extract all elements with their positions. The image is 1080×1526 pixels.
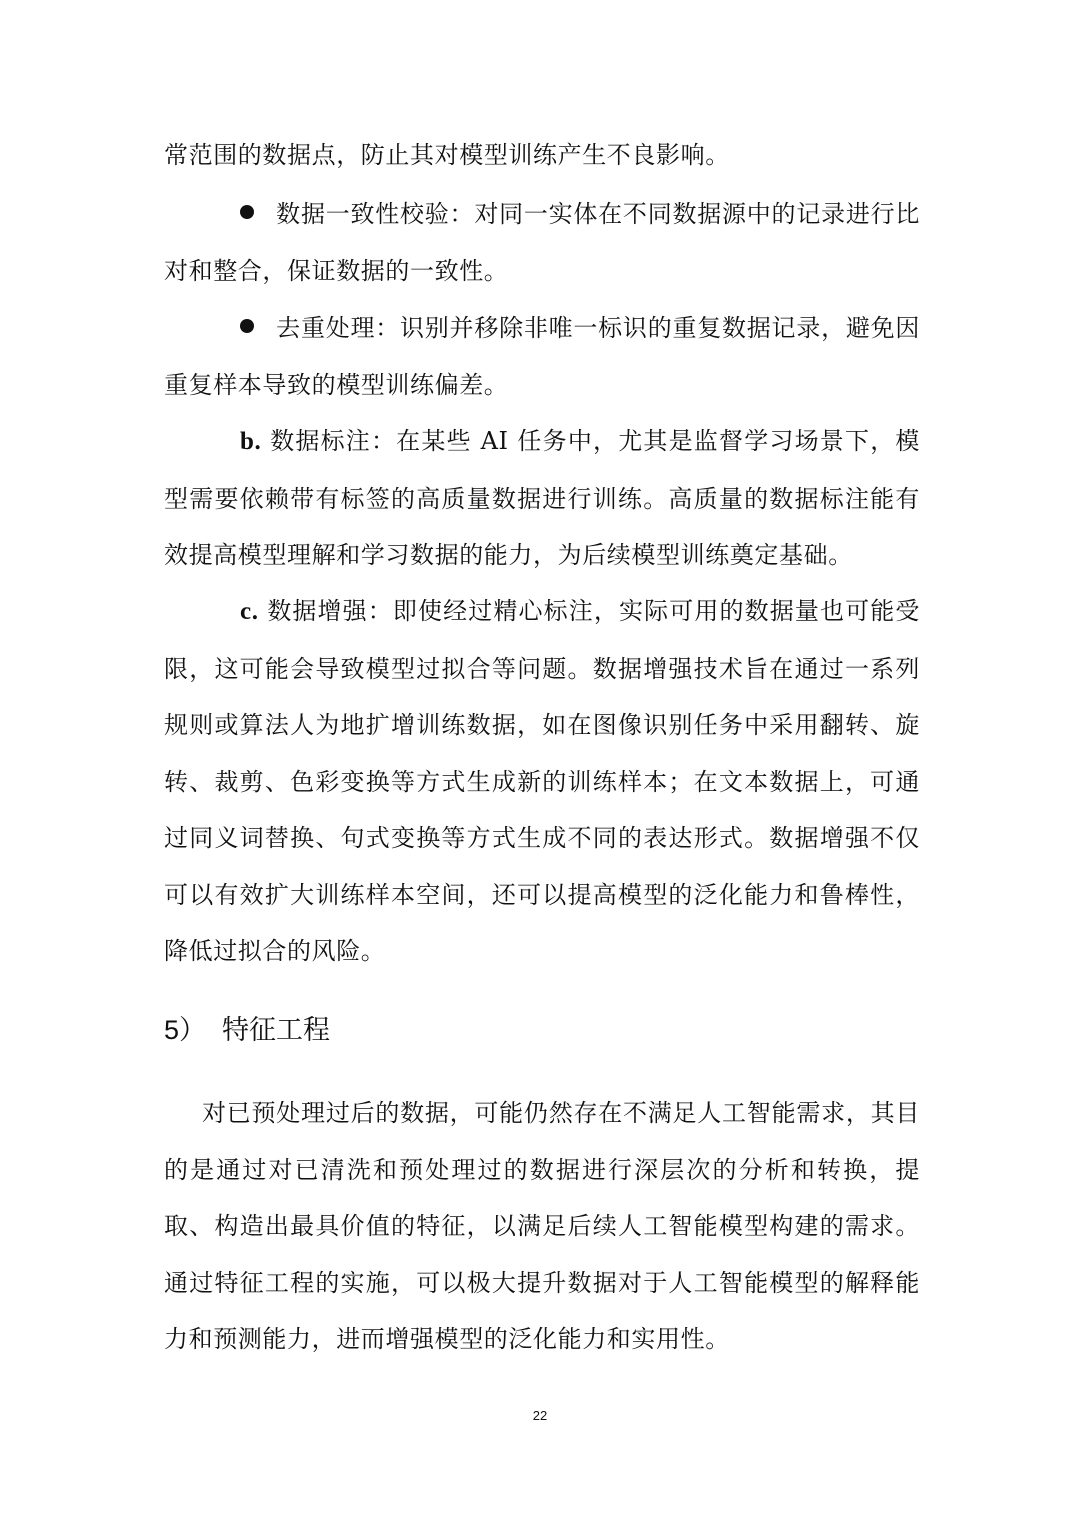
bullet-item-text: 去重处理：识别并移除非唯一标识的重复数据记录，避免因重复样本导致的模型训练偏差。 bbox=[164, 314, 920, 399]
paragraph-data-annotation bbox=[164, 413, 920, 584]
bullet-icon bbox=[240, 205, 254, 219]
paragraph-feature-engineering bbox=[164, 1085, 920, 1368]
paragraph-text: 数据标注：在某些 AI 任务中，尤其是监督学习场景下，模型需要依赖带有标签的高质量数据进行训练。高质量的数据标注能有效提高模型理解和学习数据的能力，为后续模型训练奠定基础。 bbox=[164, 427, 920, 569]
paragraph-text: 对已预处理过后的数据，可能仍然存在不满足人工智能需求，其目的是通过对已清洗和预处理过的数据进行深层次的分析和转换，提取、构造出最具价值的特征，以满足后续人工智能模型构建的需求。通过特征工程的实施，可以极大提升数据对于人工智能模型的解释能力和预测能力，进而增强模型的泛化能力和实用性。 bbox=[164, 1099, 920, 1353]
bullet-item-consistency-check bbox=[164, 186, 920, 299]
paragraph-text: 常范围的数据点，防止其对模型训练产生不良影响。 bbox=[164, 141, 730, 169]
list-label: c. bbox=[240, 598, 259, 625]
bullet-icon bbox=[240, 319, 254, 333]
paragraph-outlier-continuation bbox=[164, 127, 920, 184]
bullet-item-text: 数据一致性校验：对同一实体在不同数据源中的记录进行比对和整合，保证数据的一致性。 bbox=[164, 200, 920, 285]
section-number: 5） bbox=[164, 1015, 207, 1045]
section-heading bbox=[164, 1008, 330, 1053]
section-title: 特征工程 bbox=[222, 1015, 330, 1046]
list-label: b. bbox=[240, 428, 262, 455]
paragraph-text: 数据增强：即使经过精心标注，实际可用的数据量也可能受限，这可能会导致模型过拟合等问题。数据增强技术旨在通过一系列规则或算法人为地扩增训练数据，如在图像识别任务中采用翻转、旋转、裁剪、色彩变换等方式生成新的训练样本；在文本数据上，可通过同义词替换、句式变换等方式生成不同的表达形式。数据增强不仅可以有效扩大训练样本空间，还可以提高模型的泛化能力和鲁棒性，降低过拟合的风险。 bbox=[164, 597, 920, 965]
page-number: 22 bbox=[532, 1408, 548, 1423]
paragraph-data-augmentation bbox=[164, 583, 920, 980]
bullet-item-deduplication bbox=[164, 300, 920, 413]
